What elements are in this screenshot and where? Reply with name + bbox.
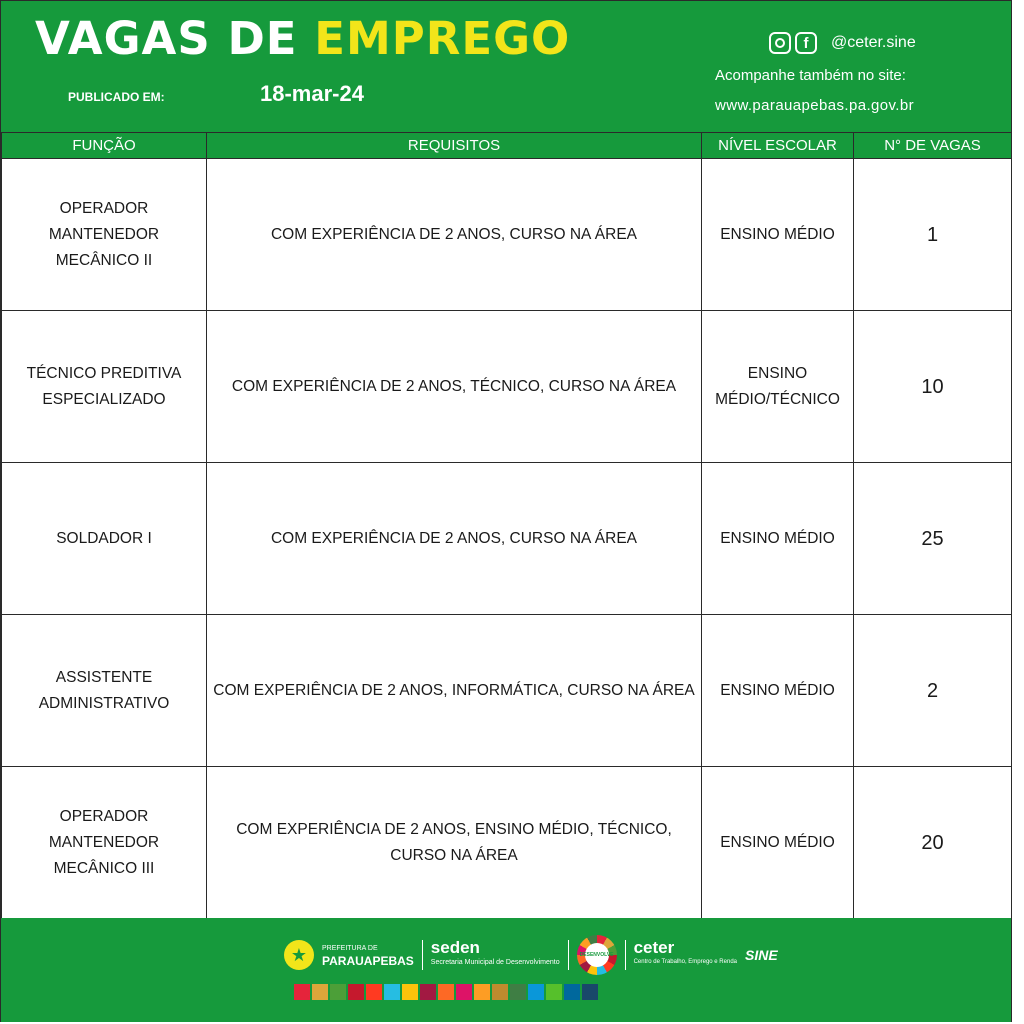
cell-vagas: 20 [854,767,1012,919]
sdg-goal-icon [330,984,346,1000]
sine-label: SINE [745,947,778,963]
partner-logos [284,932,778,978]
cell-requisitos: COM EXPERIÊNCIA DE 2 ANOS, ENSINO MÉDIO, TÉCNICO, CURSO NA ÁREA [207,767,702,919]
facebook-icon[interactable]: f [795,32,817,54]
logo-divider [568,940,569,970]
table-row [2,159,1012,311]
ceter-label: ceter [633,938,675,957]
cell-nivel: ENSINO MÉDIO/TÉCNICO [702,311,854,463]
sdg-goal-icon [510,984,526,1000]
sdg-goal-icon [420,984,436,1000]
cell-funcao: OPERADOR MANTENEDOR MECÂNICO II [2,159,207,311]
ceter-small-label: Centro de Trabalho, Emprego e Renda [633,959,737,965]
seden-label: seden [430,938,480,957]
column-header-nivel-escolar: NÍVEL ESCOLAR [702,133,854,159]
sdg-goal-icon [528,984,544,1000]
cell-requisitos: COM EXPERIÊNCIA DE 2 ANOS, CURSO NA ÁREA [207,159,702,311]
social-handle[interactable]: @ceter.sine [831,34,916,51]
column-header-requisitos: REQUISITOS [207,133,702,159]
published-label: PUBLICADO EM: [68,90,165,104]
cell-nivel: ENSINO MÉDIO [702,767,854,919]
page-title [35,11,570,67]
prefeitura-logo [322,943,414,967]
header-banner [1,1,1011,132]
prefeitura-small-label: PREFEITURA DE [322,945,378,952]
seden-small-label: Secretaria Municipal de Desenvolvimento [430,959,560,966]
cell-requisitos: COM EXPERIÊNCIA DE 2 ANOS, INFORMÁTICA, CURSO NA ÁREA [207,615,702,767]
desenvolve-label: DESENVOLVE [585,943,609,967]
sdg-goal-icon [402,984,418,1000]
cell-funcao: ASSISTENTE ADMINISTRATIVO [2,615,207,767]
column-header-funcao: FUNÇÃO [2,133,207,159]
sdg-goal-icon [492,984,508,1000]
table-row [2,767,1012,919]
published-date: 18-mar-24 [260,81,364,106]
cell-vagas: 1 [854,159,1012,311]
column-header-vagas: N° DE VAGAS [854,133,1012,159]
ceter-logo [634,940,737,970]
job-table [1,132,1012,919]
site-note: Acompanhe também no site: [715,67,906,84]
title-part-2: EMPREGO [314,12,571,65]
cell-vagas: 10 [854,311,1012,463]
sdg-goal-icon [456,984,472,1000]
instagram-icon[interactable] [769,32,791,54]
desenvolve-wheel-logo [577,935,617,975]
logo-divider [422,940,423,970]
sdg-goal-icon [384,984,400,1000]
cell-requisitos: COM EXPERIÊNCIA DE 2 ANOS, TÉCNICO, CURSO NA ÁREA [207,311,702,463]
sdg-goal-icon [348,984,364,1000]
logo-divider [625,940,626,970]
table-row [2,615,1012,767]
table-row [2,311,1012,463]
cell-nivel: ENSINO MÉDIO [702,615,854,767]
prefeitura-star-icon: ★ [284,940,314,970]
sdg-icons-strip [294,984,598,1000]
sdg-goal-icon [294,984,310,1000]
cell-nivel: ENSINO MÉDIO [702,159,854,311]
cell-requisitos: COM EXPERIÊNCIA DE 2 ANOS, CURSO NA ÁREA [207,463,702,615]
cell-vagas: 25 [854,463,1012,615]
sdg-goal-icon [438,984,454,1000]
footer-banner [1,918,1011,1022]
prefeitura-label: PARAUAPEBAS [322,954,414,968]
sdg-goal-icon [312,984,328,1000]
table-row [2,463,1012,615]
table-header-row [2,133,1012,159]
sdg-goal-icon [546,984,562,1000]
sdg-goal-icon [474,984,490,1000]
social-links [769,31,916,55]
sdg-goal-icon [582,984,598,1000]
sdg-goal-icon [366,984,382,1000]
title-part-1: VAGAS DE [35,12,298,65]
site-url-link[interactable]: www.parauapebas.pa.gov.br [715,97,915,114]
sine-logo [745,947,778,963]
cell-funcao: OPERADOR MANTENEDOR MECÂNICO III [2,767,207,919]
cell-nivel: ENSINO MÉDIO [702,463,854,615]
seden-logo [431,940,560,970]
cell-funcao: SOLDADOR I [2,463,207,615]
cell-vagas: 2 [854,615,1012,767]
cell-funcao: TÉCNICO PREDITIVA ESPECIALIZADO [2,311,207,463]
sdg-goal-icon [564,984,580,1000]
